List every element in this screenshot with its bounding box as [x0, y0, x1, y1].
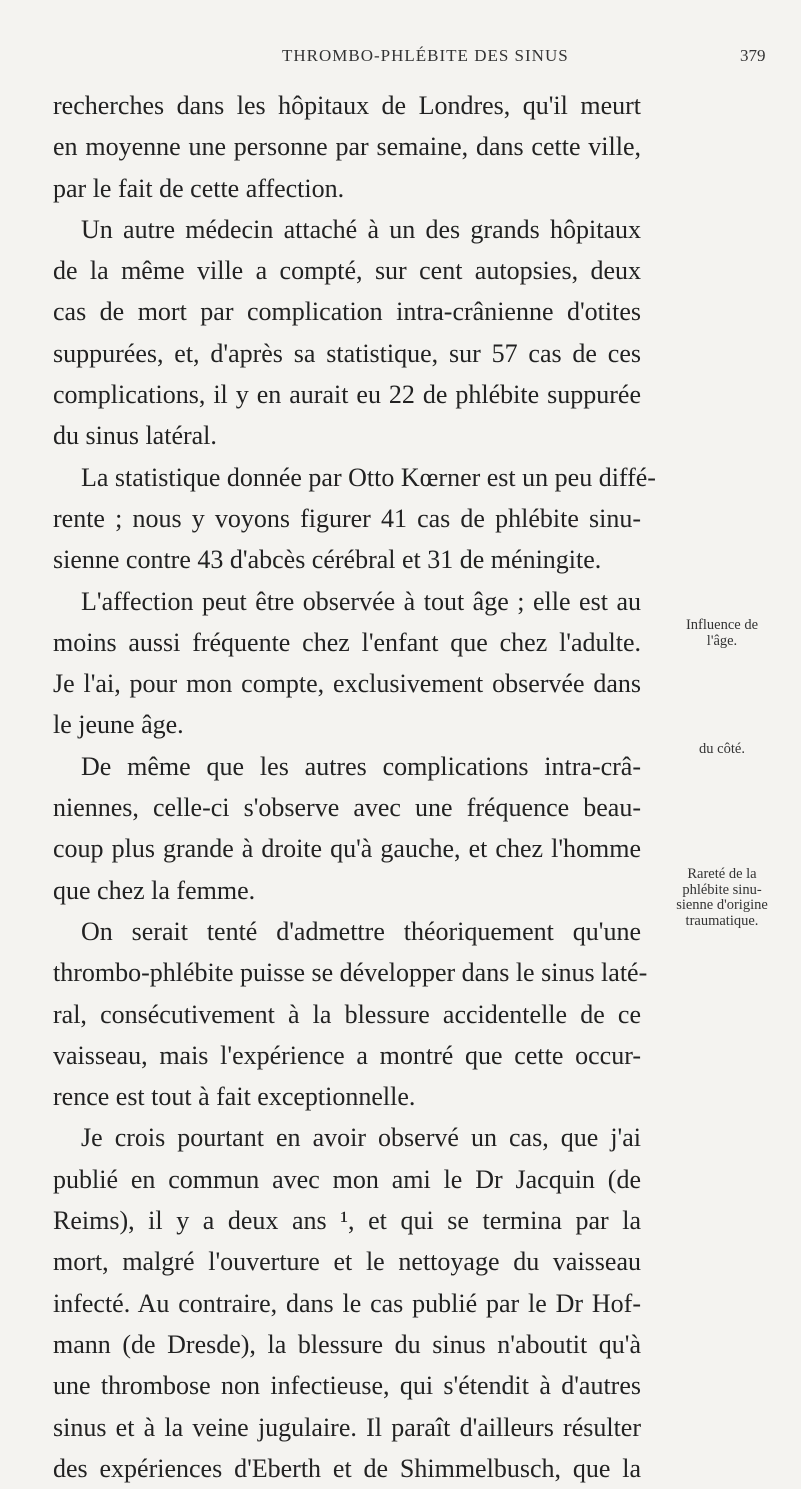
text-line: de la même ville a compté, sur cent autopsies, deux [53, 256, 641, 286]
running-title: THROMBO-PHLÉBITE DES SINUS [282, 46, 569, 65]
text-line: que chez la femme. [53, 875, 256, 905]
text-line: Je crois pourtant en avoir observé un cas, que j'ai [81, 1123, 641, 1153]
text-line: cas de mort par complication intra-crânienne d'otites [53, 297, 641, 327]
text-line: moins aussi fréquente chez l'enfant que chez l'adulte. [53, 627, 641, 657]
text-line: complications, il y en aurait eu 22 de phlébite suppurée [53, 380, 641, 410]
text-line: sienne contre 43 d'abcès cérébral et 31 de méningite. [53, 545, 602, 575]
margin-note-line: l'âge. [706, 632, 738, 649]
text-line: ral, consécutivement à la blessure accidentelle de ce [53, 999, 641, 1029]
text-line: sinus et à la veine jugulaire. Il paraît d'ailleurs résulter [53, 1412, 641, 1442]
page-number: 379 [740, 46, 766, 65]
text-line: infecté. Au contraire, dans le cas publié par le Dr Hof- [53, 1288, 641, 1318]
text-line: coup plus grande à droite qu'à gauche, et chez l'homme [53, 834, 641, 864]
text-line: La statistique donnée par Otto Kœrner est un peu diffé- [81, 462, 656, 492]
margin-note-line: phlébite sinu- [682, 881, 762, 898]
text-line: thrombo-phlébite puisse se développer dans le sinus laté- [53, 958, 648, 988]
text-line: publié en commun avec mon ami le Dr Jacquin (de [53, 1164, 641, 1194]
text-line: L'affection peut être observée à tout âge ; elle est au [81, 586, 641, 616]
margin-note-line: Influence de [685, 617, 759, 633]
margin-note-line: traumatique. [685, 912, 759, 929]
text-line: du sinus latéral. [53, 421, 217, 451]
text-line: rente ; nous y voyons figurer 41 cas de phlébite sinu- [53, 503, 641, 533]
margin-note-line: sienne d'origine [676, 897, 768, 913]
page-header [0, 46, 801, 74]
text-line: suppurées, et, d'après sa statistique, sur 57 cas de ces [53, 338, 641, 368]
text-line: mort, malgré l'ouverture et le nettoyage du vaisseau [53, 1247, 641, 1277]
body-text [53, 85, 656, 1489]
margin-note-line: du côté. [699, 741, 745, 757]
text-line: Reims), il y a deux ans ¹, et qui se termina par la [53, 1206, 641, 1236]
text-line: De même que les autres complications intra-crâ- [81, 751, 641, 781]
margin-note-age [652, 618, 792, 649]
text-line: en moyenne une personne par semaine, dans cette ville, [53, 132, 641, 162]
text-line: vaisseau, mais l'expérience a montré que cette occur- [53, 1040, 641, 1070]
text-line: recherches dans les hôpitaux de Londres, qu'il meurt [53, 91, 641, 120]
text-line: une thrombose non infectieuse, qui s'étendit à d'autres [53, 1371, 641, 1401]
text-line: des expériences d'Eberth et de Shimmelbusch, que la [53, 1453, 641, 1483]
text-line: par le fait de cette affection. [53, 173, 345, 203]
text-line: On serait tenté d'admettre théoriquement qu'une [81, 916, 641, 946]
text-line: mann (de Dresde), la blessure du sinus n'aboutit qu'à [53, 1329, 641, 1359]
text-line: niennes, celle-ci s'observe avec une fréquence beau- [53, 793, 641, 823]
text-line: Je l'ai, pour mon compte, exclusivement observée dans [53, 669, 641, 699]
text-line: rence est tout à fait exceptionnelle. [53, 1082, 416, 1112]
margin-note-line: Rareté de la [687, 866, 757, 882]
text-line: le jeune âge. [53, 710, 184, 740]
margin-note-side [652, 742, 792, 758]
margin-note-rarity [652, 867, 792, 929]
text-line: Un autre médecin attaché à un des grands hôpitaux [81, 214, 641, 244]
